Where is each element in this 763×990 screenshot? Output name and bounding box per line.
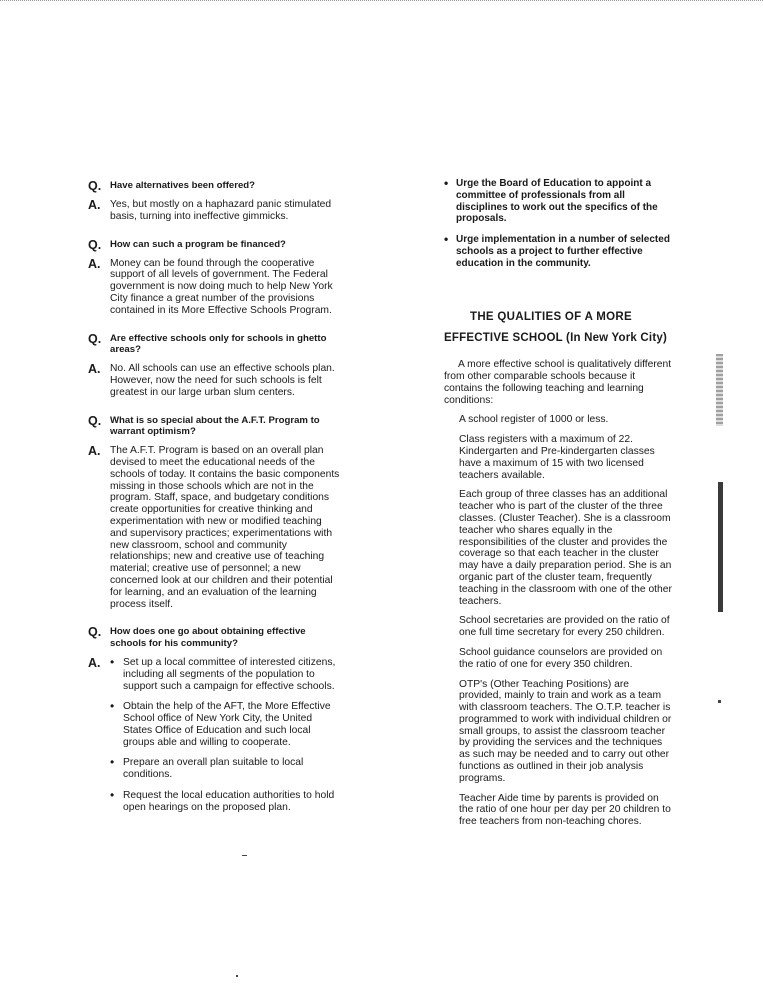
- paragraph: Teacher Aide time by parents is provided on the ratio of one hour per day per 20 children to free teachers from non-teaching chores.: [459, 792, 671, 828]
- bullet-icon: •: [110, 788, 115, 803]
- question: [88, 180, 340, 192]
- a-label: A.: [88, 256, 101, 271]
- bullet-text: Request the local education authorities to hold open hearings on the proposed plan.: [123, 790, 335, 813]
- question-text: How does one go about obtaining effective schools for his community?: [110, 626, 306, 650]
- answer: [88, 258, 340, 317]
- section-heading-line2: EFFECTIVE SCHOOL (In New York City): [444, 332, 667, 345]
- question-text: Are effective schools only for schools in ghetto areas?: [110, 332, 327, 356]
- bullet-text: Set up a local committee of interested citizens, including all segments of the population to support such a campaign for effective schools.: [123, 656, 336, 692]
- answer-text: No. All schools can use an effective schools plan. However, now the need for such schools is felt greatest in our large urban slum centers.: [110, 363, 335, 398]
- q-label: Q.: [88, 331, 102, 346]
- scan-speck: [236, 975, 238, 977]
- qa-block: [88, 626, 340, 822]
- list-item: [444, 178, 674, 225]
- scan-mark: [718, 482, 723, 612]
- question: [88, 415, 340, 439]
- question: [88, 626, 340, 650]
- page-top-edge: [0, 0, 763, 1]
- recommendation-list: [444, 178, 674, 270]
- paragraph: Each group of three classes has an additional teacher who is part of the cluster of the three classes. (Cluster Teacher). She is a classroom teacher who shares equally in the responsibilities of the cluster and provides the coverage so that each teacher in the cluster may have a daily preparation period. She is an organic part of the cluster team, frequently teaching in the classroom with one of the other teachers.: [459, 489, 672, 607]
- bullet-text: Obtain the help of the AFT, the More Effective School office of New York City, the United States Office of Education and such local groups able and willing to cooperate.: [123, 701, 331, 748]
- qa-block: [88, 180, 340, 223]
- q-label: Q.: [88, 625, 102, 640]
- question-text: What is so special about the A.F.T. Program to warrant optimism?: [110, 414, 320, 438]
- question-text: Have alternatives been offered?: [110, 180, 256, 191]
- answer: [88, 445, 340, 610]
- paragraph: Class registers with a maximum of 22. Kindergarten and Pre-kindergarten classes have a maximum of 15 with two licensed teachers available.: [459, 434, 655, 481]
- paragraph: School secretaries are provided on the ratio of one full time secretary for every 250 children.: [459, 615, 670, 639]
- bullet-icon: •: [110, 755, 115, 770]
- left-column: [88, 180, 340, 839]
- list-item: [444, 234, 674, 269]
- list-item: [110, 790, 340, 814]
- answer-text: Money can be found through the cooperative support of all levels of government. The Federal government is now doing much to help New York City finance a great number of the provisions contained in its More Effective Schools Program.: [110, 257, 333, 316]
- bullet-text: Urge implementation in a number of selected schools as a project to further effective education in the community.: [456, 234, 670, 269]
- scan-mark: [716, 354, 723, 426]
- bullet-text: Urge the Board of Education to appoint a committee of professionals from all disciplines to work out the specifics of the proposals.: [456, 178, 658, 225]
- intro-text: A more effective school is qualitatively different from other comparable schools because it contains the following teaching and learning conditions:: [444, 359, 672, 406]
- paragraph: A school register of 1000 or less.: [459, 414, 609, 426]
- bullet-text: Prepare an overall plan suitable to local conditions.: [123, 757, 304, 781]
- a-label: A.: [88, 198, 101, 212]
- qa-block: [88, 333, 340, 399]
- question: [88, 239, 340, 251]
- question: [88, 333, 340, 357]
- bullet-icon: •: [110, 654, 115, 669]
- q-label: Q.: [88, 179, 102, 193]
- bullet-icon: •: [110, 699, 115, 714]
- qa-block: [88, 415, 340, 611]
- paragraph: School guidance counselors are provided on the ratio of one for every 350 children.: [459, 646, 663, 670]
- answer-text: The A.F.T. Program is based on an overall plan devised to meet the educational needs of the schools of today. It contains the basic components missing in those schools which are not in the program. Staff, space, and budgetary conditions create opportunities for creative thinking and experimentation with new or modified teaching and supervisory practices; experimentations with new classroom, school and community relationships; new and creative use of teaching material; creative use of personnel; a new concerned look at our children and their potential for learning, and an evaluation of the learning process itself.: [110, 445, 340, 610]
- paragraph: OTP's (Other Teaching Positions) are provided, mainly to train and work as a team with classroom teachers. The O.T.P. teacher is programmed to work with individual children or small groups, to assist the classroom teacher by providing the services and the techniques as such may be needed and to carry out other functions as outlined in their job analysis programs.: [459, 678, 672, 784]
- scan-speck: [242, 855, 247, 856]
- list-item: [110, 701, 340, 748]
- right-column: [444, 178, 674, 836]
- scan-speck: [718, 700, 721, 703]
- a-label: A.: [88, 444, 101, 459]
- section-heading: THE QUALITIES OF A MORE: [470, 310, 632, 323]
- a-label: A.: [88, 362, 101, 377]
- q-label: Q.: [88, 237, 102, 252]
- answer-text: Yes, but mostly on a haphazard panic stimulated basis, turning into ineffective gimmicks.: [110, 199, 332, 222]
- a-label: A.: [88, 655, 101, 670]
- bullet-icon: •: [444, 176, 449, 190]
- list-item: [110, 654, 340, 692]
- answer-bullet-list: [110, 654, 340, 823]
- answer: [88, 654, 340, 823]
- q-label: Q.: [88, 413, 102, 428]
- bullet-icon: •: [444, 232, 449, 247]
- qa-block: [88, 239, 340, 317]
- answer: [88, 363, 340, 398]
- question-text: How can such a program be financed?: [110, 238, 286, 250]
- list-item: [110, 757, 340, 781]
- answer: [88, 199, 340, 223]
- intro-paragraph: [444, 359, 674, 406]
